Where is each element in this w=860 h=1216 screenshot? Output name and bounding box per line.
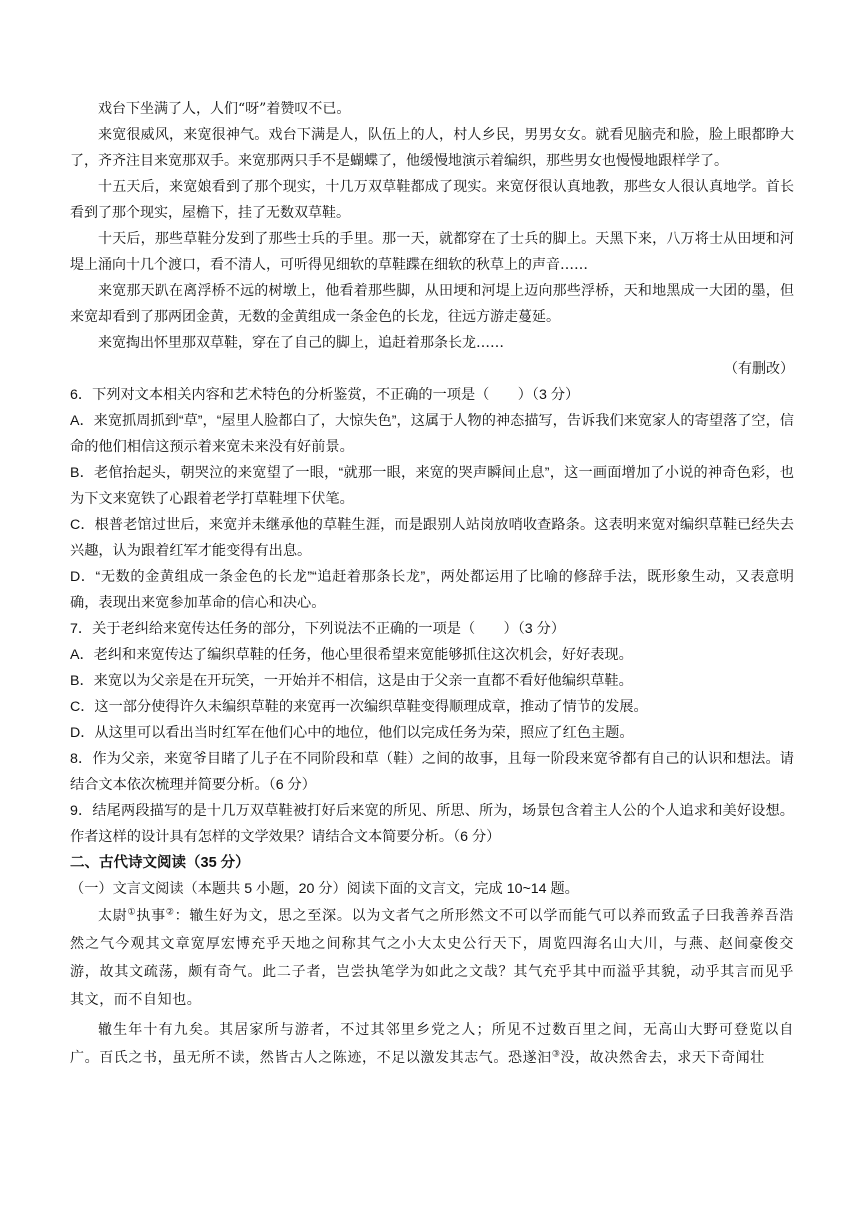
option-a: A．来宽抓周抓到“草”，“屋里人脸都白了，大惊失色”，这属于人物的神态描写，告诉我们来宽家人的寄望落了空，信命的他们相信这预示着来宽未来没有好前景。 — [70, 413, 794, 455]
option-b: B．老倌抬起头，朝哭泣的来宽望了一眼，“就那一眼，来宽的哭声瞬间止息”，这一画面增加了小说的神奇色彩，也为下文来宽铁了心跟着老学打草鞋埋下伏笔。 — [70, 465, 794, 507]
classical-text: ：辙生好为文，思之至深。以为文者气之所形然文不可以学而能气可以养而致孟子曰我善养吾浩然之气今观其文章宽厚宏博充乎天地之间称其气之小大太史公行天下，周览四海名山大川，与燕、赵间豪俊交游，故其文疏荡，颇有奇气。此二子者，岂尝执笔学为如此之文哉？其气充乎其中而溢乎其貌，动乎其言而见乎其文，而不自知也。 — [70, 908, 795, 1008]
option-b: B．来宽以为父亲是在开玩笑，一开始并不相信，这是由于父亲一直都不看好他编织草鞋。 — [70, 673, 633, 689]
story-paragraph: 戏台下坐满了人，人们“呀”着赞叹不已。 — [98, 101, 351, 117]
option-d: D．从这里可以看出当时红军在他们心中的地位，他们以完成任务为荣，照应了红色主题。 — [70, 725, 634, 741]
classical-text: 太尉 — [98, 908, 128, 924]
story-excerpt — [70, 96, 794, 382]
question-9: 9．结尾两段描写的是十几万双草鞋被打好后来宽的所见、所思、所为，场景包含着主人公的个人追求和美好设想。作者这样的设计具有怎样的文学效果？请结合文本简要分析。（6 分） — [70, 803, 794, 845]
story-paragraph: 十五天后，来宽娘看到了那个现实，十几万双草鞋都成了现实。来宽伢很认真地教，那些女人很认真地学。首长看到了那个现实，屋檐下，挂了无数双草鞋。 — [70, 179, 794, 221]
classical-text: 没，故决然舍去，求天下奇闻壮 — [560, 1050, 765, 1066]
option-c: C．根普老馆过世后，来宽并未继承他的草鞋生涯，而是跟别人站岗放哨收查路条。这表明来宽对编织草鞋已经失去兴趣，认为跟着红军才能变得有出息。 — [70, 517, 794, 559]
footnote-mark: ① — [127, 907, 137, 918]
abridged-note: （有删改） — [724, 361, 794, 377]
section-subheading: （一）文言文阅读（本题共 5 小题，20 分）阅读下面的文言文，完成 10~14 题。 — [70, 881, 579, 897]
question-6 — [70, 382, 794, 616]
story-paragraph: 十天后，那些草鞋分发到了那些士兵的手里。那一天，就都穿在了士兵的脚上。天黑下来，八万将士从田埂和河堤上涌向十几个渡口，看不清人，可听得见细软的草鞋蹀在细软的秋草上的声音…… — [70, 231, 794, 273]
section-heading: 二、古代诗文阅读（35 分） — [70, 855, 250, 871]
classical-text: 辙生年十有九矣。其居家所与游者，不过其邻里乡党之人；所见不过数百里之间，无高山大野可登览以自广。百氏之书，虽无所不读，然皆古人之陈迹，不足以激发其志气。恐遂汩 — [70, 1022, 794, 1066]
option-d: D．“无数的金黄组成一条金色的长龙”“追赶着那条长龙”，两处都运用了比喻的修辞手法，既形象生动，又表意明确，表现出来宽参加革命的信心和决心。 — [70, 569, 794, 611]
question-7 — [70, 616, 794, 746]
story-paragraph: 来宽掏出怀里那双草鞋，穿在了自己的脚上，追赶着那条长龙…… — [98, 335, 504, 351]
classical-paragraph — [70, 902, 794, 1014]
classical-text: 执事 — [136, 908, 166, 924]
question-stem: 7．关于老纠给来宽传达任务的部分，下列说法不正确的一项是（ ）（3 分） — [70, 621, 566, 637]
option-c: C．这一部分使得许久未编织草鞋的来宽再一次编织草鞋变得顺理成章，推动了情节的发展。 — [70, 699, 648, 715]
classical-paragraph — [70, 1016, 794, 1072]
question-8: 8．作为父亲，来宽爷目睹了儿子在不同阶段和草（鞋）之间的故事，且每一阶段来宽爷都有自己的认识和想法。请结合文本依次梳理并简要分析。（6 分） — [70, 751, 794, 793]
story-paragraph: 来宽那天趴在离浮桥不远的树墩上，他看着那些脚，从田埂和河堤上迈向那些浮桥，天和地黑成一大团的墨，但来宽却看到了那两团金黄，无数的金黄组成一条金色的长龙，往远方游走蔓延。 — [70, 283, 794, 325]
document-page — [70, 96, 794, 1072]
footnote-mark: ② — [165, 907, 175, 918]
footnote-mark: ③ — [551, 1049, 561, 1060]
question-stem: 6．下列对文本相关内容和艺术特色的分析鉴赏，不正确的一项是（ ）（3 分） — [70, 387, 580, 403]
option-a: A．老纠和来宽传达了编织草鞋的任务，他心里很希望来宽能够抓住这次机会，好好表现。 — [70, 647, 633, 663]
story-paragraph: 来宽很威风，来宽很神气。戏台下满是人，队伍上的人，村人乡民，男男女女。就看见脑壳和脸，脸上眼都睁大了，齐齐注目来宽那双手。来宽那两只手不是蝴蝶了，他缓慢地演示着编织，那些男女也慢慢地跟样学了。 — [70, 127, 794, 169]
